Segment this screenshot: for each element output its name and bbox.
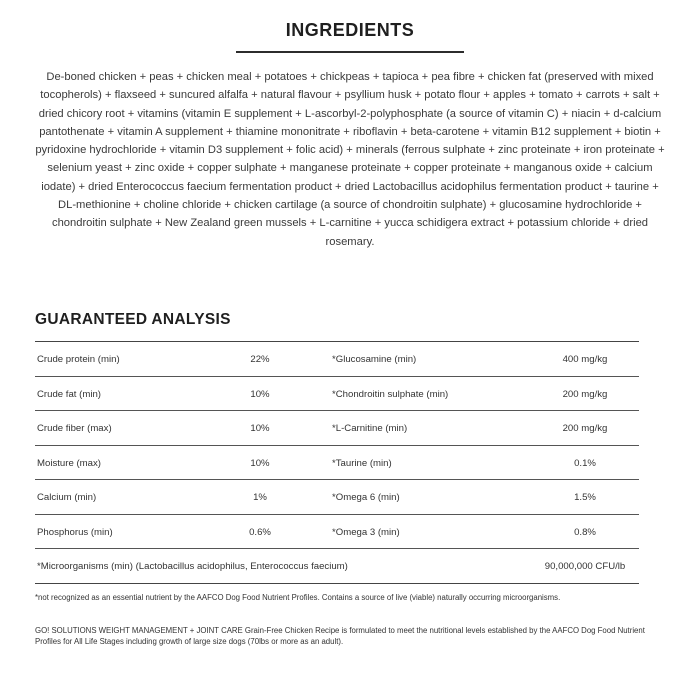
nutrient-value: 10% [250,457,270,469]
nutrient-name: Crude fiber (max) [37,423,112,434]
nutrient-name: *Taurine (min) [332,457,392,469]
ingredients-text: De-boned chicken + peas + chicken meal + potatoes + chickpeas + tapioca + pea fibre + chicken fat (preserved with mixed tocopherols) + flaxseed + suncured alfalfa + natural flavour + psyllium husk + potato flour + apples + tomato + carrots + salt + dried chicory root + vitamins (vitamin E supplement + L-ascorbyl-2-polyphosphate (a source of vitamin C) + niacin + d-calcium pantothenate + vitamin A supplement + thiamine mononitrate + riboflavin + beta-carotene + vitamin B12 supplement + biotin + pyridoxine hydrochloride + vitamin D3 supplement + folic acid) + minerals (ferrous sulphate + zinc proteinate + iron proteinate + selenium yeast + zinc oxide + copper sulphate + manganese proteinate + copper proteinate + manganous oxide + calcium iodate) + dried Enterococcus faecium fermentation product + dried Lactobacillus acidophilus fermentation product + taurine + DL-methionine + choline chloride + chicken cartilage (a source of chondroitin sulphate) + glucosamine hydrochloride + chondroitin sulphate + New Zealand green mussels + L-carnitine + yucca schidigera extract + potassium chloride + dried rosemary. [35,71,665,248]
nutrient-name: Phosphorus (min) [37,526,113,538]
ingredients-title: INGREDIENTS [285,20,415,40]
nutrient-value: 10% [250,388,270,400]
nutrient-value: 1.5% [574,492,596,503]
table-row [35,411,639,446]
microorganisms-value: 90,000,000 CFU/lb [544,561,626,572]
nutrient-name: *Glucosamine (min) [332,354,417,365]
nutrient-name: Crude protein (min) [37,354,120,365]
guaranteed-analysis-table [35,341,639,584]
nutrient-name: *Omega 6 (min) [332,492,400,503]
table-row-microorganisms [35,549,639,584]
table-row [35,480,639,515]
nutrient-value: 0.8% [574,526,596,538]
nutrient-name: Calcium (min) [37,492,97,503]
nutrient-value: 0.6% [249,526,271,538]
microorganisms-label: *Microorganisms (min) (Lactobacillus acidophilus, Enterococcus faecium) [37,561,348,572]
nutrient-name: *Chondroitin sulphate (min) [332,388,449,400]
nutrient-value: 0.1% [574,457,596,469]
nutrient-value: 400 mg/kg [562,354,608,365]
nutrient-name: Crude fat (min) [37,388,101,400]
guaranteed-analysis-title: GUARANTEED ANALYSIS [35,311,231,328]
nutrient-value: 1% [253,492,267,503]
nutrient-value: 10% [250,423,270,434]
nutrient-name: Moisture (max) [37,457,101,469]
nutrient-name: *Omega 3 (min) [332,526,400,538]
nutrient-value: 200 mg/kg [562,388,608,400]
table-row [35,342,639,377]
table-row [35,377,639,412]
nutrient-value: 22% [250,354,270,365]
nutrient-value: 200 mg/kg [562,423,608,434]
title-divider [236,51,464,53]
footnote: *not recognized as an essential nutrient by the AAFCO Dog Food Nutrient Profiles. Contains a source of live (viable) naturally occurring microorganisms. [35,593,561,602]
nutrient-name: *L-Carnitine (min) [332,423,408,434]
table-row [35,446,639,481]
aafco-statement: GO! SOLUTIONS WEIGHT MANAGEMENT + JOINT CARE Grain-Free Chicken Recipe is formulated to meet the nutritional levels established by the AAFCO Dog Food Nutrient Profiles for All Life Stages including growth of large size dogs (70lbs or more as an adult). [35,626,645,646]
table-row [35,515,639,550]
